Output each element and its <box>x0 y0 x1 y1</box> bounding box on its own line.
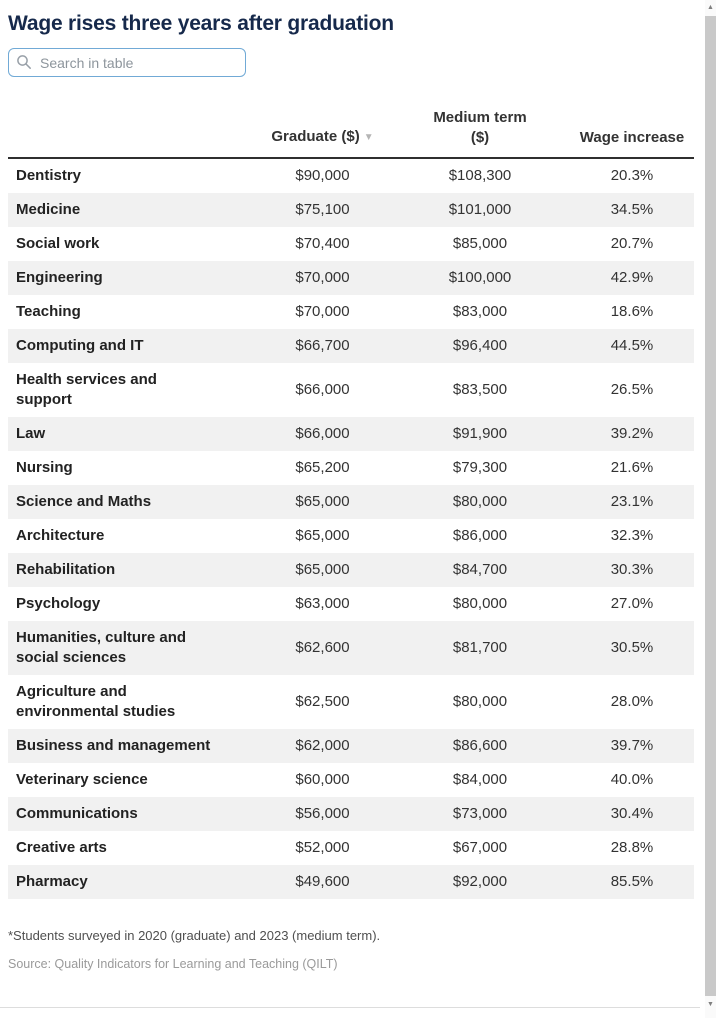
field-cell: Law <box>16 425 46 442</box>
graduate-cell: $70,000 <box>295 303 350 320</box>
wage-increase-cell: 23.1% <box>610 493 654 510</box>
table-row <box>8 158 694 193</box>
graduate-cell: $70,000 <box>295 269 350 286</box>
medium-term-cell: $81,700 <box>452 639 508 656</box>
graduate-cell: $65,000 <box>295 527 350 544</box>
field-cell: Teaching <box>16 303 81 320</box>
footnote: *Students surveyed in 2020 (graduate) and 2023 (medium term). <box>8 928 381 943</box>
graduate-cell: $90,000 <box>295 167 350 184</box>
field-cell: Nursing <box>16 459 73 476</box>
wage-increase-cell: 44.5% <box>610 337 654 354</box>
column-header-graduate-label: Graduate ($) <box>271 128 360 145</box>
table-row <box>8 763 694 797</box>
column-header-wage-increase-label: Wage increase <box>579 129 685 146</box>
field-cell: Dentistry <box>16 167 82 184</box>
wage-increase-cell: 30.3% <box>610 561 654 578</box>
graduate-cell: $65,200 <box>295 459 350 476</box>
graduate-cell: $56,000 <box>295 805 350 822</box>
table-row <box>8 329 694 363</box>
table-row <box>8 587 694 621</box>
scroll-down-icon[interactable]: ▼ <box>707 1001 714 1008</box>
medium-term-cell: $80,000 <box>452 595 508 612</box>
field-cell: Health services and support <box>16 371 157 408</box>
field-cell: Medicine <box>16 201 81 218</box>
medium-term-cell: $108,300 <box>448 167 512 184</box>
medium-term-cell: $101,000 <box>448 201 512 218</box>
wage-table <box>8 108 694 899</box>
field-cell: Veterinary science <box>16 771 148 788</box>
medium-term-cell: $84,700 <box>452 561 508 578</box>
field-cell: Rehabilitation <box>16 561 116 578</box>
graduate-cell: $62,600 <box>295 639 350 656</box>
medium-term-cell: $86,000 <box>452 527 508 544</box>
column-header-field[interactable] <box>8 108 255 158</box>
wage-increase-cell: 21.6% <box>610 459 654 476</box>
graduate-cell: $60,000 <box>295 771 350 788</box>
vertical-scrollbar <box>705 0 716 1018</box>
field-cell: Architecture <box>16 527 105 544</box>
table-row <box>8 621 694 675</box>
table-row <box>8 227 694 261</box>
wage-increase-cell: 40.0% <box>610 771 654 788</box>
medium-term-cell: $80,000 <box>452 693 508 710</box>
field-cell: Business and management <box>16 737 211 754</box>
wage-increase-cell: 85.5% <box>610 873 654 890</box>
table-row <box>8 485 694 519</box>
table-row <box>8 675 694 729</box>
medium-term-cell: $85,000 <box>452 235 508 252</box>
table-row <box>8 865 694 899</box>
field-cell: Computing and IT <box>16 337 144 354</box>
wage-increase-cell: 26.5% <box>610 381 654 398</box>
wage-increase-cell: 30.4% <box>610 805 654 822</box>
source-line: Source: Quality Indicators for Learning and Teaching (QILT) <box>8 957 338 971</box>
scroll-up-icon[interactable]: ▲ <box>707 4 714 11</box>
graduate-cell: $65,000 <box>295 493 350 510</box>
medium-term-cell: $92,000 <box>452 873 508 890</box>
table-row <box>8 193 694 227</box>
graduate-cell: $70,400 <box>295 235 350 252</box>
field-cell: Pharmacy <box>16 873 88 890</box>
table-body <box>8 158 694 899</box>
table-row <box>8 729 694 763</box>
table-header <box>8 108 694 158</box>
table-row <box>8 295 694 329</box>
graduate-cell: $62,000 <box>295 737 350 754</box>
table-row <box>8 519 694 553</box>
bottom-divider <box>0 1007 700 1008</box>
table-row <box>8 553 694 587</box>
search-input[interactable] <box>8 48 246 77</box>
wage-increase-cell: 39.2% <box>610 425 654 442</box>
medium-term-cell: $83,000 <box>452 303 508 320</box>
medium-term-cell: $84,000 <box>452 771 508 788</box>
wage-increase-cell: 18.6% <box>610 303 654 320</box>
graduate-cell: $66,700 <box>295 337 350 354</box>
graduate-cell: $62,500 <box>295 693 350 710</box>
table-row <box>8 797 694 831</box>
field-cell: Engineering <box>16 269 103 286</box>
medium-term-cell: $67,000 <box>452 839 508 856</box>
wage-increase-cell: 28.0% <box>610 693 654 710</box>
graduate-cell: $65,000 <box>295 561 350 578</box>
medium-term-cell: $73,000 <box>452 805 508 822</box>
search-box <box>8 48 246 77</box>
table-row <box>8 261 694 295</box>
field-cell: Agriculture and environmental studies <box>16 683 176 720</box>
field-cell: Science and Maths <box>16 493 152 510</box>
medium-term-cell: $86,600 <box>452 737 508 754</box>
field-cell: Creative arts <box>16 839 107 856</box>
graduate-cell: $63,000 <box>295 595 350 612</box>
wage-increase-cell: 28.8% <box>610 839 654 856</box>
wage-increase-cell: 32.3% <box>610 527 654 544</box>
wage-increase-cell: 42.9% <box>610 269 654 286</box>
table-row <box>8 451 694 485</box>
column-header-medium-term-label: Medium term ($) <box>433 109 527 146</box>
wage-increase-cell: 30.5% <box>610 639 654 656</box>
graduate-cell: $66,000 <box>295 381 350 398</box>
medium-term-cell: $100,000 <box>448 269 512 286</box>
field-cell: Communications <box>16 805 138 822</box>
column-header-wage-increase[interactable] <box>570 108 694 158</box>
wage-increase-cell: 34.5% <box>610 201 654 218</box>
medium-term-cell: $96,400 <box>452 337 508 354</box>
header-row <box>8 108 694 158</box>
medium-term-cell: $91,900 <box>452 425 508 442</box>
table-row <box>8 363 694 417</box>
column-header-medium-term[interactable] <box>390 108 570 158</box>
column-header-graduate[interactable] <box>255 108 390 158</box>
graduate-cell: $52,000 <box>295 839 350 856</box>
field-cell: Humanities, culture and social sciences <box>16 629 187 666</box>
table-row <box>8 831 694 865</box>
wage-increase-cell: 20.7% <box>610 235 654 252</box>
medium-term-cell: $80,000 <box>452 493 508 510</box>
graduate-cell: $66,000 <box>295 425 350 442</box>
graduate-cell: $49,600 <box>295 873 350 890</box>
medium-term-cell: $79,300 <box>452 459 508 476</box>
wage-increase-cell: 39.7% <box>610 737 654 754</box>
table-row <box>8 417 694 451</box>
graduate-cell: $75,100 <box>295 201 350 218</box>
scrollbar-thumb[interactable] <box>705 16 716 996</box>
medium-term-cell: $83,500 <box>452 381 508 398</box>
field-cell: Social work <box>16 235 100 252</box>
wage-increase-cell: 27.0% <box>610 595 654 612</box>
page-title: Wage rises three years after graduation <box>8 12 394 35</box>
field-cell: Psychology <box>16 595 101 612</box>
sort-desc-icon: ▼ <box>363 132 374 143</box>
wage-increase-cell: 20.3% <box>610 167 654 184</box>
